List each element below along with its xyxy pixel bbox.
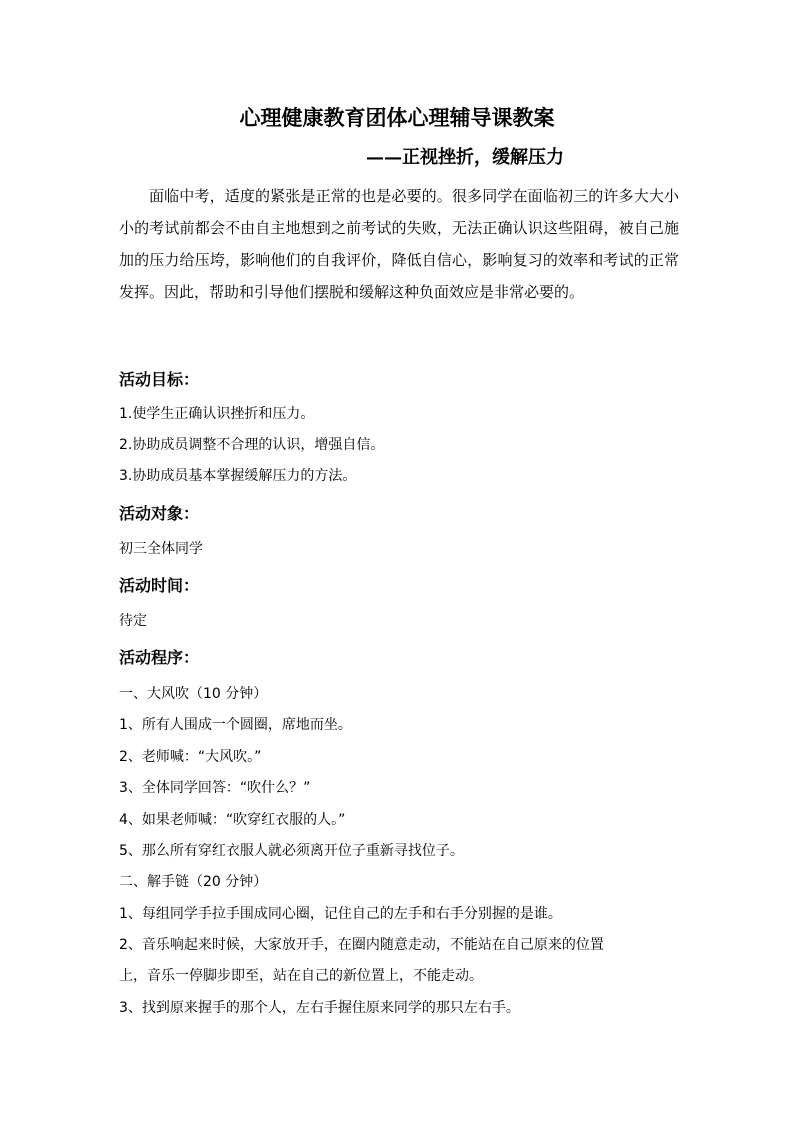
section1-step: 4、如果老师喊：“吹穿红衣服的人。”	[119, 812, 346, 828]
target-value: 初三全体同学	[119, 541, 203, 557]
goals-heading: 活动目标：	[119, 370, 200, 389]
time-heading: 活动时间：	[119, 576, 200, 595]
section2-step: 1、每组同学手拉手围成同心圈，记住自己的左手和右手分别握的是谁。	[119, 906, 562, 922]
intro-paragraph: 面临中考，适度的紧张是正常的也是必要的。很多同学在面临初三的许多大大小小的考试前都会不由自主地想到之前考试的失败，无法正确认识这些阻碍，被自己施加的压力给压垮，影响他们的自我评价，降低自信心，影响复习的效率和考试的正常发挥。因此，帮助和引导他们摆脱和缓解这种负面效应是非常必要的。	[119, 187, 679, 301]
goal-item: 3.协助成员基本掌握缓解压力的方法。	[119, 468, 357, 484]
time-value: 待定	[119, 613, 147, 629]
goal-item: 1.使学生正确认识挫折和压力。	[119, 406, 315, 422]
section1-step: 2、老师喊：“大风吹。”	[119, 749, 262, 765]
section2-title: 二、解手链（20 分钟）	[119, 874, 268, 890]
section1-step: 3、全体同学回答：“吹什么？”	[119, 780, 311, 796]
goal-item: 2.协助成员调整不合理的认识，增强自信。	[119, 437, 385, 453]
section1-step: 5、那么所有穿红衣服人就必须离开位子重新寻找位子。	[119, 843, 464, 859]
document-subtitle: ——正视挫折，缓解压力	[366, 147, 564, 168]
section1-step: 1、所有人围成一个圆圈，席地而坐。	[119, 717, 352, 733]
section1-title: 一、大风吹（10 分钟）	[119, 686, 268, 702]
procedure-heading: 活动程序：	[119, 648, 200, 667]
section2-step: 上，音乐一停脚步即至，站在自己的新位置上，不能走动。	[119, 968, 483, 984]
target-heading: 活动对象：	[119, 504, 200, 523]
section2-step: 2、音乐响起来时候，大家放开手，在圈内随意走动，不能站在自己原来的位置	[119, 937, 604, 953]
section2-step: 3、找到原来握手的那个人，左右手握住原来同学的那只左右手。	[119, 1000, 520, 1016]
document-title: 心理健康教育团体心理辅导课教案	[239, 105, 555, 130]
